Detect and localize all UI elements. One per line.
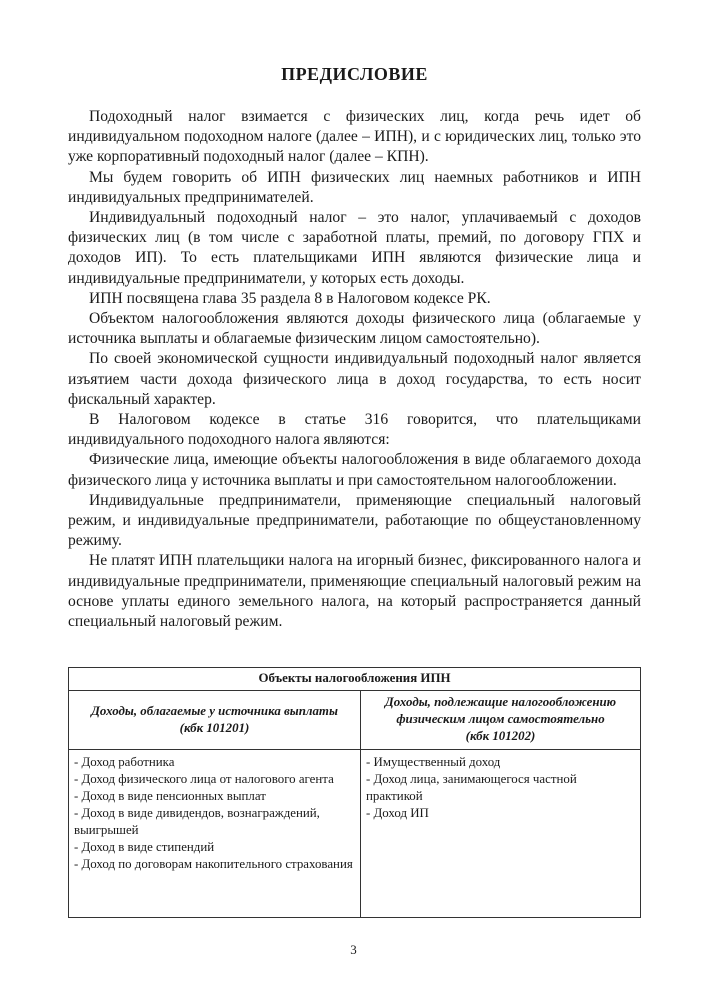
page-title: ПРЕДИСЛОВИЕ bbox=[281, 64, 428, 84]
list-item: - Доход в виде пенсионных выплат bbox=[74, 789, 266, 803]
list-item: - Доход физического лица от налогового агента bbox=[74, 772, 334, 786]
page-number: 3 bbox=[350, 942, 357, 957]
list-item: - Имущественный доход bbox=[366, 755, 501, 769]
header-line: физическим лицом самостоятельно bbox=[396, 712, 605, 726]
list-item: - Доход ИП bbox=[366, 806, 429, 820]
paragraph: Подоходный налог взимается с физических лиц, когда речь идет об индивидуальном подоходном налоге (далее – ИПН), и с юридических лиц, только это уже корпоративный подоходный налог (далее – КПН). bbox=[68, 108, 641, 166]
list-item: - Доход по договорам накопительного страхования bbox=[74, 857, 353, 871]
paragraph: В Налоговом кодексе в статье 316 говорится, что плательщиками индивидуального подоходного налога являются: bbox=[68, 411, 641, 449]
list-item: - Доход работника bbox=[74, 755, 175, 769]
income-list bbox=[74, 754, 356, 873]
list-item: - Доход в виде дивидендов, вознаграждений, выигрышей bbox=[74, 806, 320, 837]
page-content bbox=[68, 0, 641, 871]
paragraph: Индивидуальные предприниматели, применяющие специальный налоговый режим, и индивидуальные предприниматели, работающие по общеустановленному режиму. bbox=[68, 491, 641, 550]
header-line: (кбк 101201) bbox=[179, 720, 250, 735]
header-line: (кбк 101202) bbox=[465, 729, 536, 743]
tax-objects-table bbox=[68, 667, 641, 918]
paragraph: По своей экономической сущности индивидуальный подоходный налог является изъятием части дохода физического лица в доход государства, то есть носит фискальный характер. bbox=[68, 350, 641, 408]
table-cell-self-taxed-items bbox=[361, 750, 641, 918]
table-cell-withheld-items bbox=[69, 750, 361, 918]
list-item: - Доход лица, занимающегося частной практикой bbox=[366, 772, 577, 803]
body-text bbox=[68, 107, 641, 632]
table-header-self-taxed bbox=[361, 691, 641, 750]
income-list bbox=[366, 754, 636, 822]
header-line: Доходы, облагаемые у источника выплаты bbox=[91, 703, 338, 718]
paragraph: ИПН посвящена глава 35 раздела 8 в Налоговом кодексе РК. bbox=[89, 289, 491, 307]
paragraph: Мы будем говорить об ИПН физических лиц наемных работников и ИПН индивидуальных предпринимателей. bbox=[68, 168, 641, 206]
paragraph: Объектом налогообложения являются доходы физического лица (облагаемые у источника выплаты и облагаемые физическим лицом самостоятельно). bbox=[68, 310, 641, 348]
table-caption: Объекты налогообложения ИПН bbox=[69, 668, 641, 691]
table-header-withheld-at-source bbox=[69, 691, 361, 750]
paragraph: Физические лица, имеющие объекты налогообложения в виде облагаемого дохода физического лица у источника выплаты и при самостоятельном налогообложении. bbox=[68, 451, 641, 489]
header-line: Доходы, подлежащие налогообложению bbox=[384, 695, 617, 709]
list-item: - Доход в виде стипендий bbox=[74, 840, 215, 854]
paragraph: Не платят ИПН плательщики налога на игорный бизнес, фиксированного налога и индивидуальные предприниматели, применяющие специальный налоговый режим на основе уплаты единого земельного налога, на который распространяется данный специальный налоговый режим. bbox=[68, 552, 641, 631]
paragraph: Индивидуальный подоходный налог – это налог, уплачиваемый с доходов физических лиц (в том числе с заработной платы, премий, по договору ГПХ и доходов ИП). То есть плательщиками ИПН являются физические лица и индивидуальные предприниматели, у которых есть доходы. bbox=[68, 209, 641, 287]
